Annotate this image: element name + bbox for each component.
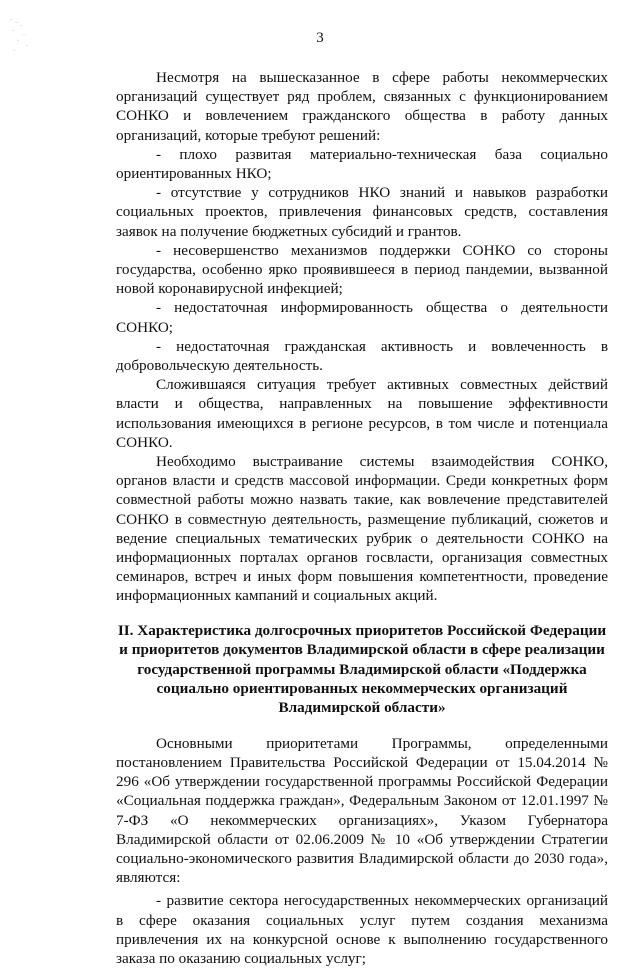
page-number: 3: [316, 30, 324, 46]
problem-item: - недостаточная гражданская активность и вовлеченность в добровольческую деятельность.: [116, 337, 608, 375]
problem-item: - отсутствие у сотрудников НКО знаний и навыков разработки социальных проектов, привлечения финансовых средств, составления заявок на получение бюджетных субсидий и грантов.: [116, 184, 608, 240]
problem-item: - плохо развитая материально-техническая база социально ориентированных НКО;: [116, 145, 608, 183]
interaction-paragraph: Необходимо выстраивание системы взаимодействия СОНКО, органов власти и средств массовой информации. Среди конкретных форм совместной работы можно назвать такие, как вовлечение представителей СОНКО в совместную деятельность, размещение публикаций, сюжетов и ведение специальных тематических рубрик о деятельности СОНКО на информационных порталах органов госвласти, организация совместных семинаров, встреч и иных форм повышения компетентности, проведение информационных кампаний и социальных акций.: [116, 453, 608, 605]
problem-item: - несовершенство механизмов поддержки СОНКО со стороны государства, особенно ярко проявившееся в период пандемии, вызванной новой коронавирусной инфекцией;: [116, 241, 608, 298]
situation-paragraph: Сложившаяся ситуация требует активных совместных действий власти и общества, направленных на повышение эффективности использования имеющихся в регионе ресурсов, в том числе и потенциала СОНКО.: [116, 376, 608, 451]
document-body: [116, 68, 608, 968]
section-heading: II. Характеристика долгосрочных приоритетов Российской Федерации и приоритетов документов Владимирской области в сфере реализации государственной программы Владимирской области «Поддержка социально ориентированных некоммерческих организаций Владимирской области»: [117, 621, 607, 717]
priorities-intro-paragraph: Основными приоритетами Программы, определенными постановлением Правительства Российской Федерации от 15.04.2014 № 296 «Об утверждении государственной программы Российской Федерации «Социальная поддержка граждан», Федеральным Законом от 12.01.1997 № 7-ФЗ «О некоммерческих организациях», Указом Губернатора Владимирской области от 02.06.2009 № 10 «Об утверждении Стратегии социально-экономического развития Владимирской области до 2030 года», являются:: [116, 734, 608, 887]
intro-paragraph: Несмотря на вышесказанное в сфере работы некоммерческих организаций существует ряд проблем, связанных с функционированием СОНКО и вовлечением гражданского общества в работу данных организаций, которые требуют решений:: [116, 69, 608, 144]
priority-item: - развитие сектора негосударственных некоммерческих организаций в сфере оказания социальных услуг путем создания механизма привлечения их на конкурсной основе к выполнению государственного заказа по оказанию социальных услуг;: [116, 892, 608, 967]
problem-item: - недостаточная информированность общества о деятельности СОНКО;: [116, 299, 608, 336]
